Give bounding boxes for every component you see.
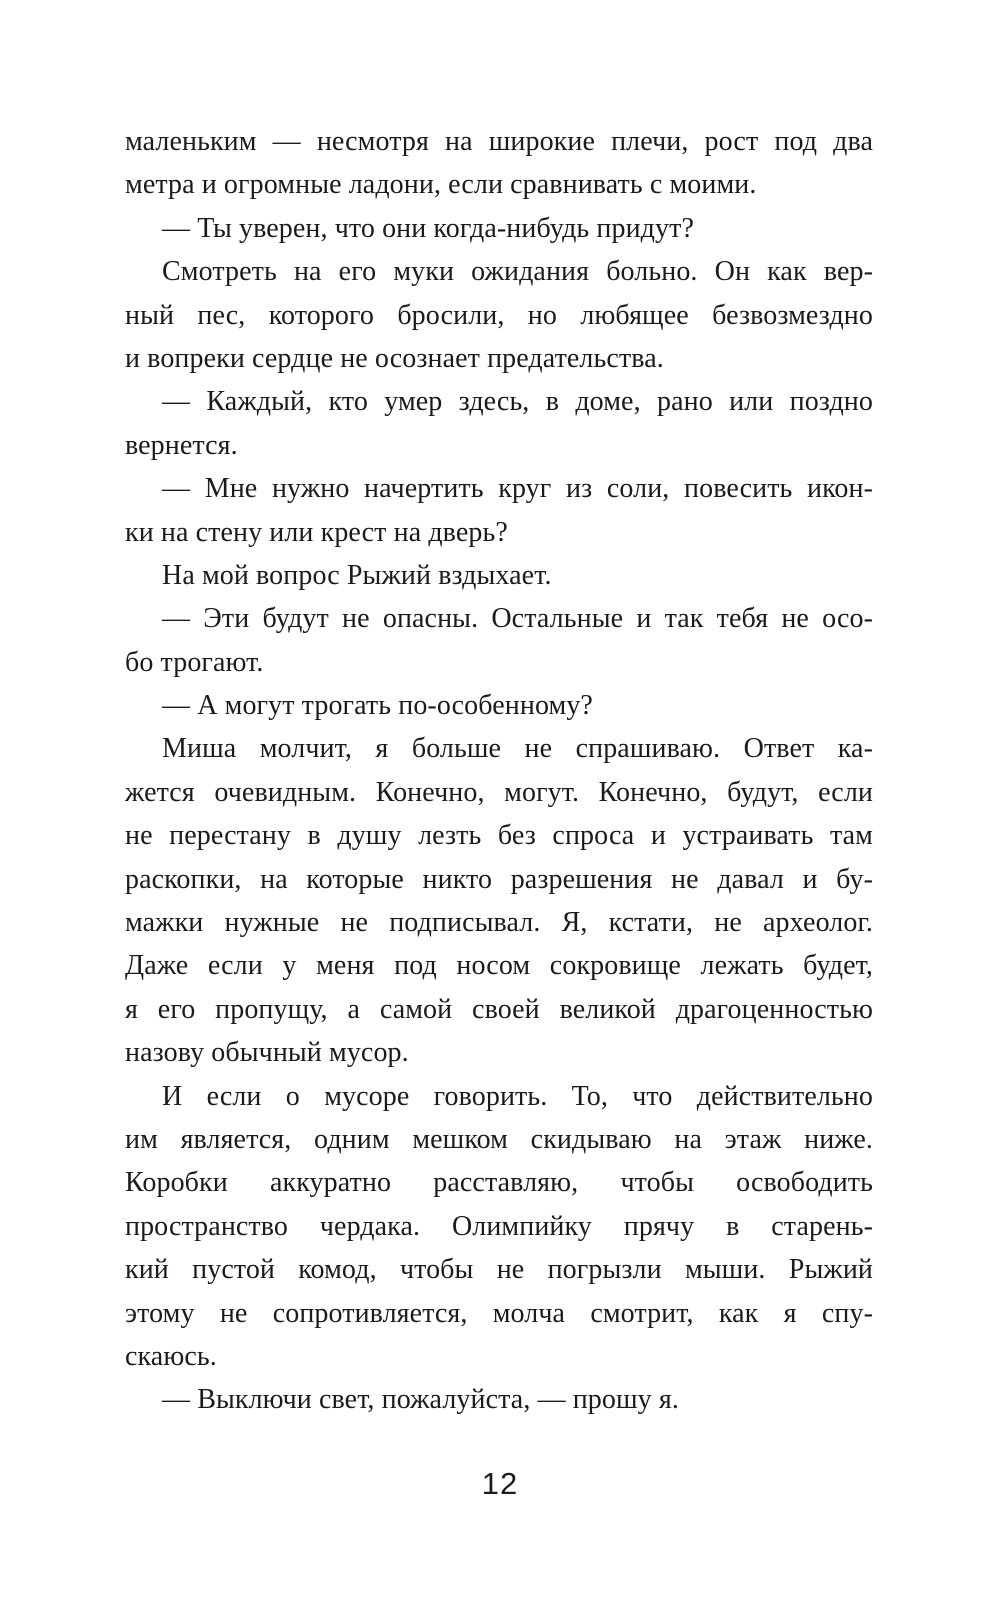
text-line: маленьким — несмотря на широкие плечи, рост под два <box>125 126 873 157</box>
text-line: ки на стену или крест на дверь? <box>125 516 508 548</box>
text-line: Даже если у меня под носом сокровище лежать будет, <box>125 950 873 982</box>
text-line: — А могут трогать по-особенному? <box>162 690 593 722</box>
text-line: Смотреть на его муки ожидания больно. Он как вер- <box>162 256 873 288</box>
text-line: вернется. <box>125 429 238 461</box>
text-line: Миша молчит, я больше не спрашиваю. Ответ ка- <box>162 733 873 765</box>
text-line: — Каждый, кто умер здесь, в доме, рано или поздно <box>162 386 873 418</box>
text-line: метра и огромные ладони, если сравнивать с моими. <box>125 169 757 201</box>
text-line: этому не сопротивляется, молча смотрит, как я спу- <box>125 1297 873 1329</box>
text-line: им является, одним мешком скидываю на этаж ниже. <box>125 1123 873 1155</box>
text-line: я его пропущу, а самой своей великой драгоценностью <box>125 993 873 1025</box>
text-line: мажки нужные не подписывал. Я, кстати, не археолог. <box>125 907 873 939</box>
text-line: скаюсь. <box>125 1340 217 1372</box>
text-line: назову обычный мусор. <box>125 1037 409 1069</box>
text-line: — Эти будут не опасны. Остальные и так тебя не осо- <box>162 603 873 635</box>
text-line: Коробки аккуратно расставляю, чтобы освободить <box>125 1167 873 1199</box>
text-line: и вопреки сердце не осознает предательства. <box>125 342 664 374</box>
text-line: пространство чердака. Олимпийку прячу в старень- <box>125 1210 873 1242</box>
text-line: не перестану в душу лезть без спроса и устраивать там <box>125 820 873 852</box>
body-text <box>125 120 873 1422</box>
text-line: кий пустой комод, чтобы не погрызли мыши. Рыжий <box>125 1254 873 1286</box>
text-line: На мой вопрос Рыжий вздыхает. <box>162 559 552 591</box>
page-number: 12 <box>481 1466 519 1501</box>
text-line: — Мне нужно начертить круг из соли, повесить икон- <box>162 473 873 505</box>
text-line: — Ты уверен, что они когда-нибудь придут? <box>162 212 694 244</box>
text-line: И если о мусоре говорить. То, что действительно <box>162 1080 873 1112</box>
text-line: раскопки, на которые никто разрешения не давал и бу- <box>125 863 873 895</box>
text-line: жется очевидным. Конечно, могут. Конечно, будут, если <box>125 776 873 808</box>
text-line: — Выключи свет, пожалуйста, — прошу я. <box>162 1384 679 1416</box>
text-line: бо трогают. <box>125 646 264 678</box>
text-line: ный пес, которого бросили, но любящее безвозмездно <box>125 299 873 331</box>
